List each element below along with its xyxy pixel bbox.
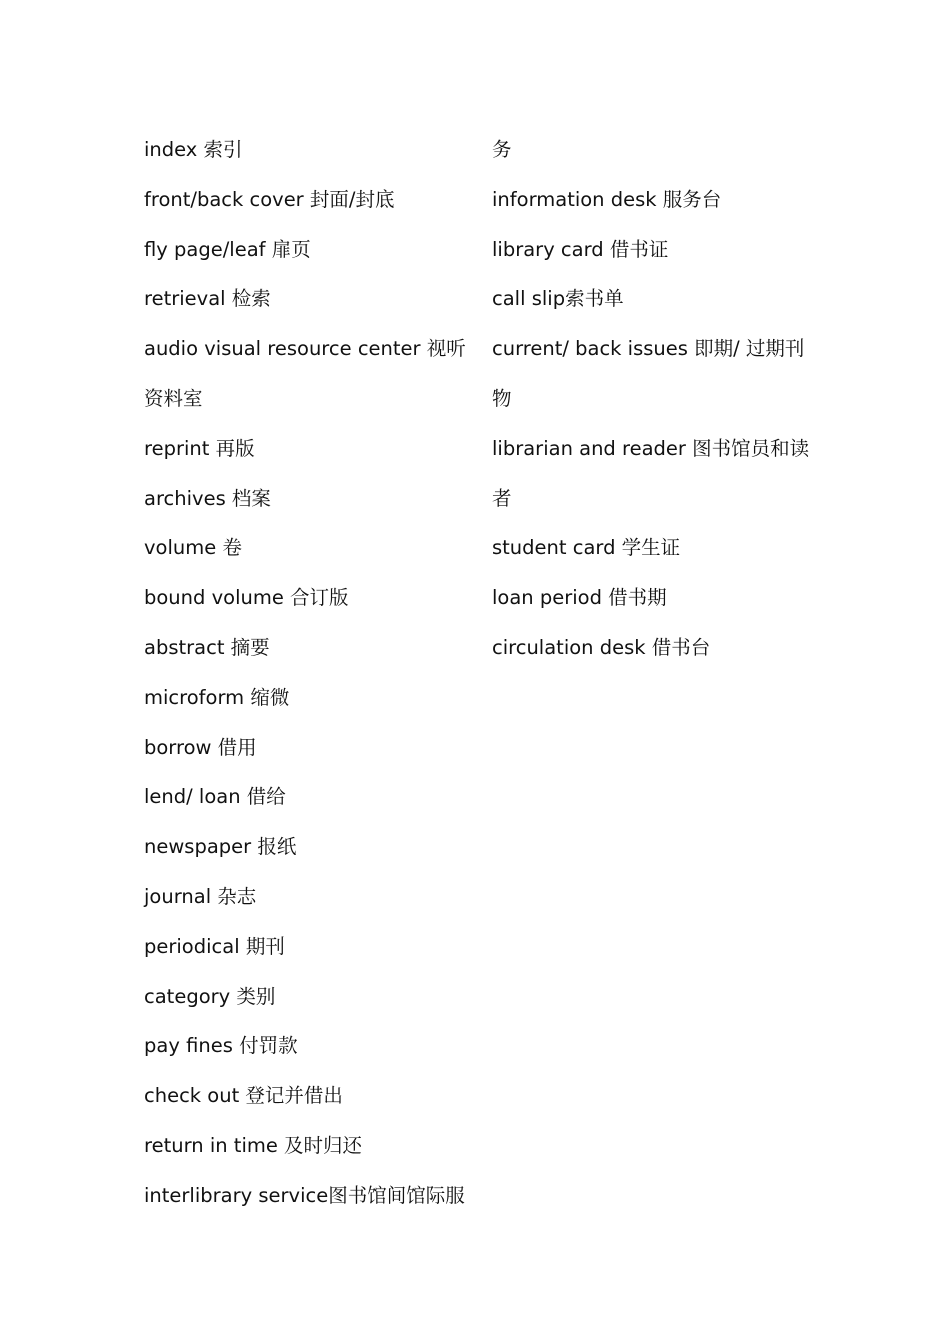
term-line: student card 学生证 xyxy=(492,536,681,560)
term-line: interlibrary service图书馆间馆际服 xyxy=(144,1183,465,1207)
term-line: audio visual resource center 视听 xyxy=(144,337,466,361)
term-line: information desk 服务台 xyxy=(492,187,722,211)
term-line: 物 xyxy=(492,386,512,410)
term-line: abstract 摘要 xyxy=(144,635,270,659)
term-line: index 索引 xyxy=(144,138,243,161)
term-line: lend/ loan 借给 xyxy=(144,785,286,809)
term-line: archives 档案 xyxy=(144,486,271,510)
term-line: bound volume 合订版 xyxy=(144,586,349,610)
term-line: 者 xyxy=(492,486,512,510)
term-line: retrieval 检索 xyxy=(144,287,271,311)
term-line: circulation desk 借书台 xyxy=(492,635,711,659)
term-line: call slip索书单 xyxy=(492,287,624,311)
term-line: loan period 借书期 xyxy=(492,586,667,610)
term-line: newspaper 报纸 xyxy=(144,835,297,859)
left-column xyxy=(144,133,464,1229)
term-line: 务 xyxy=(492,138,512,161)
right-column xyxy=(492,133,812,681)
term-line: front/back cover 封面/封底 xyxy=(144,187,395,211)
term-line: category 类别 xyxy=(144,984,276,1008)
term-line: volume 卷 xyxy=(144,536,242,560)
term-line: journal 杂志 xyxy=(144,884,257,908)
term-line: librarian and reader 图书馆员和读 xyxy=(492,436,810,460)
term-line: reprint 再版 xyxy=(144,436,255,460)
term-line: fly page/leaf 扉页 xyxy=(144,237,311,261)
term-line: borrow 借用 xyxy=(144,735,257,759)
term-line: check out 登记并借出 xyxy=(144,1084,343,1108)
term-line: 资料室 xyxy=(144,386,203,410)
term-line: microform 缩微 xyxy=(144,685,290,709)
term-line: current/ back issues 即期/ 过期刊 xyxy=(492,337,805,361)
term-line: periodical 期刊 xyxy=(144,934,285,958)
term-line: library card 借书证 xyxy=(492,237,669,261)
term-line: pay fines 付罚款 xyxy=(144,1034,298,1058)
term-line: return in time 及时归还 xyxy=(144,1133,363,1157)
